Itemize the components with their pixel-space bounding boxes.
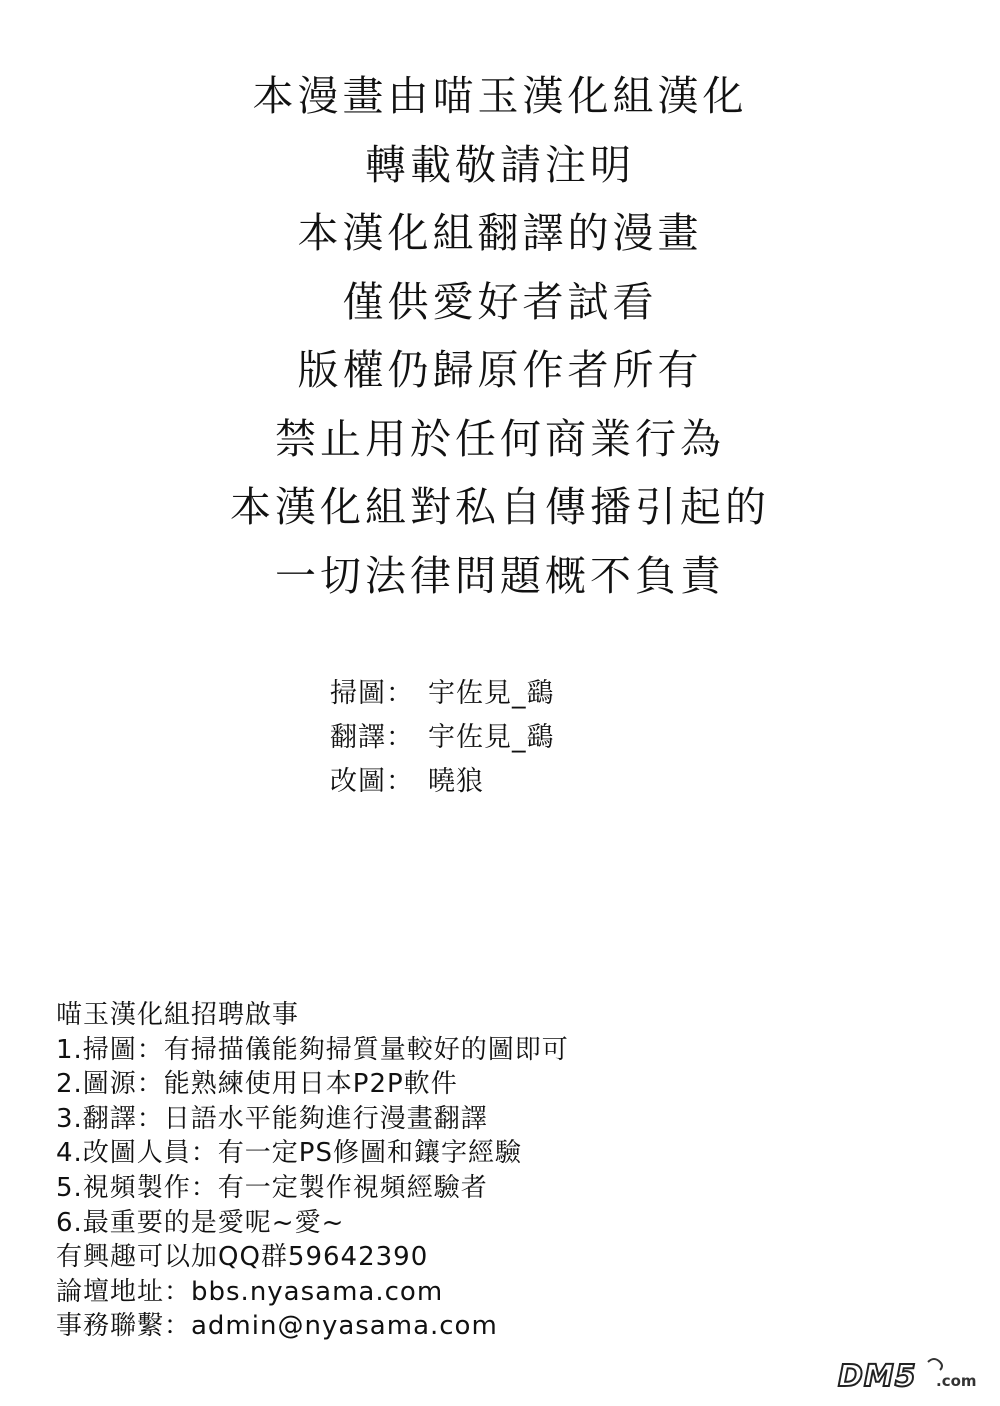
recruitment-item: 5.視頻製作：有一定製作視頻經驗者 — [56, 1172, 488, 1203]
contact-email: 事務聯繫：admin@nyasama.com — [56, 1311, 498, 1342]
notice-block — [0, 62, 1000, 610]
credit-role: 改圖 — [330, 766, 386, 797]
credit-row — [330, 672, 555, 716]
recruitment-item: 3.翻譯：日語水平能夠進行漫畫翻譯 — [56, 1103, 488, 1134]
watermark-text: DM5 — [838, 1359, 917, 1392]
notice-line: 一切法律問題概不負責 — [275, 551, 725, 600]
recruitment-title: 喵玉漢化組招聘啟事 — [56, 1000, 300, 1030]
credit-name: 宇佐見_鷂 — [428, 678, 555, 709]
recruitment-item: 2.圖源：能熟練使用日本P2P軟件 — [56, 1069, 458, 1100]
credit-role: 翻譯 — [330, 722, 386, 753]
credit-separator: ： — [386, 722, 414, 753]
watermark-swoosh — [928, 1359, 942, 1370]
credit-name: 曉狼 — [428, 766, 484, 797]
credit-row — [330, 716, 555, 760]
notice-line: 轉載敬請注明 — [365, 140, 635, 189]
notice-line: 僅供愛好者試看 — [342, 277, 658, 326]
recruitment-item: 6.最重要的是愛呢~愛~ — [56, 1207, 345, 1238]
credit-row — [330, 760, 555, 804]
recruitment-item: 4.改圖人員：有一定PS修圖和鑲字經驗 — [56, 1138, 522, 1169]
notice-line: 禁止用於任何商業行為 — [275, 414, 725, 463]
credit-role: 掃圖 — [330, 678, 386, 709]
recruitment-item: 1.掃圖：有掃描儀能夠掃質量較好的圖即可 — [56, 1034, 569, 1065]
qq-group: 有興趣可以加QQ群59642390 — [56, 1242, 429, 1273]
credit-name: 宇佐見_鷂 — [428, 722, 555, 753]
credit-separator: ： — [386, 678, 414, 709]
notice-line: 本漢化組對私自傳播引起的 — [230, 483, 770, 531]
credit-separator: ： — [386, 766, 414, 797]
notice-line: 版權仍歸原作者所有 — [297, 346, 703, 394]
notice-line: 本漫畫由喵玉漢化組漢化 — [252, 72, 748, 120]
credits-block — [330, 672, 555, 804]
forum-address: 論壇地址：bbs.nyasama.com — [56, 1276, 444, 1307]
watermark-suffix: .com — [936, 1372, 977, 1390]
notice-line: 本漢化組翻譯的漫畫 — [297, 209, 703, 257]
recruitment-block — [56, 998, 569, 1344]
dm5-logo-icon — [836, 1356, 986, 1392]
